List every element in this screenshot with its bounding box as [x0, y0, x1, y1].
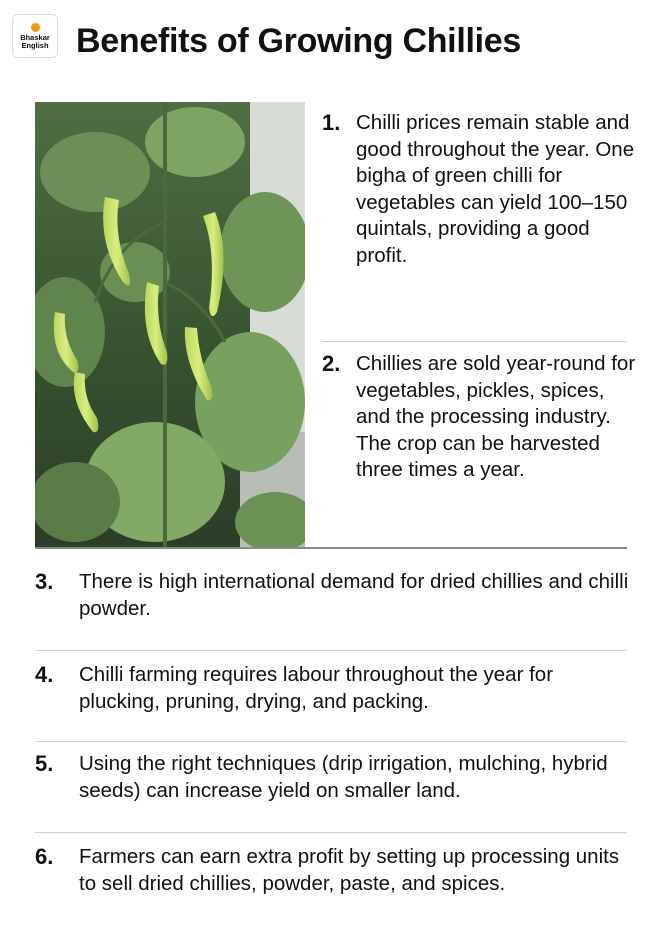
benefit-item-3 [35, 569, 635, 622]
logo-dot-icon [31, 23, 40, 32]
benefit-item-1 [322, 110, 637, 269]
benefit-text: Chilli farming requires labour throughout the year for plucking, pruning, drying, and packing. [79, 663, 554, 713]
benefit-number: 3. [35, 569, 54, 594]
benefit-number: 2. [322, 351, 341, 376]
benefit-item-6 [35, 844, 635, 897]
chilli-plant-icon [35, 102, 305, 548]
benefit-item-2 [322, 351, 637, 484]
divider [35, 547, 627, 549]
benefit-number: 1. [322, 110, 341, 135]
divider [35, 741, 627, 742]
benefit-item-4 [35, 662, 635, 715]
benefit-number: 6. [35, 844, 54, 869]
page-title: Benefits of Growing Chillies [76, 22, 521, 60]
chilli-plant-photo [35, 102, 305, 548]
benefit-number: 4. [35, 662, 54, 687]
benefit-text: Chillies are sold year-round for vegetables, pickles, spices, and the processing industry. The crop can be harvested three times a year. [356, 352, 636, 481]
divider [35, 650, 627, 651]
benefit-number: 5. [35, 751, 54, 776]
benefit-text: Using the right techniques (drip irrigation, mulching, hybrid seeds) can increase yield on smaller land. [79, 752, 608, 802]
benefit-item-5 [35, 751, 635, 804]
benefit-text: Farmers can earn extra profit by setting up processing units to sell dried chillies, powder, paste, and spices. [79, 845, 620, 895]
divider [35, 832, 627, 833]
logo-brand-line1: Bhaskar [20, 32, 50, 42]
logo-brand-line2: English [21, 40, 49, 50]
divider [322, 341, 627, 342]
benefit-text: There is high international demand for dried chillies and chilli powder. [79, 570, 629, 620]
benefit-text: Chilli prices remain stable and good throughout the year. One bigha of green chilli for vegetables can yield 100–150 quintals, providing a good profit. [356, 111, 635, 267]
bhaskar-english-logo [12, 14, 58, 58]
